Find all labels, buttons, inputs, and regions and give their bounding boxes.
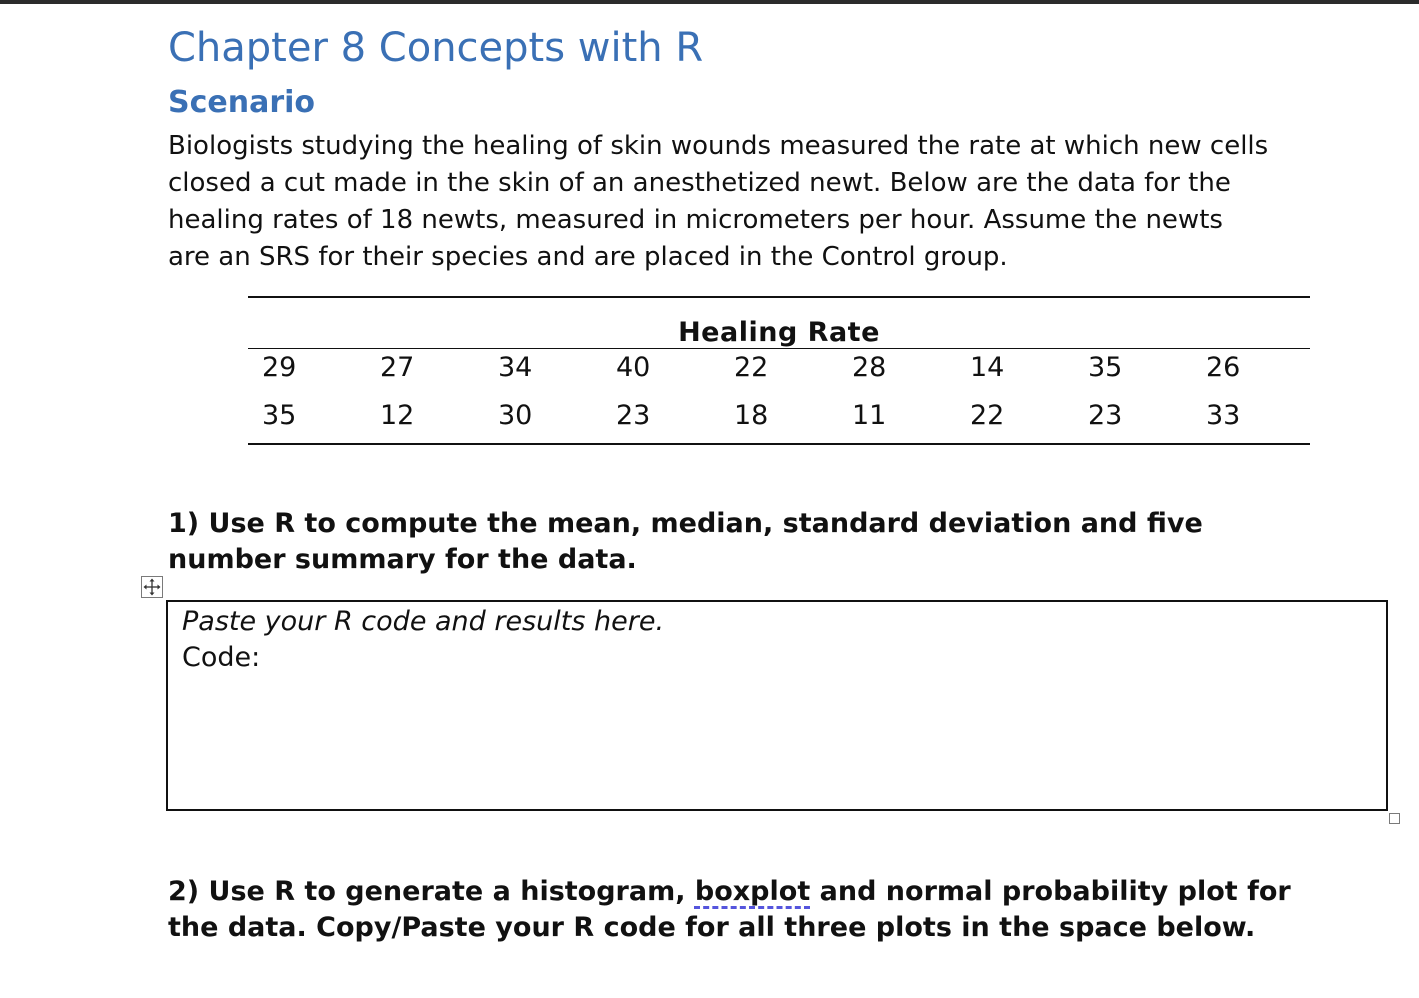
move-icon[interactable] bbox=[141, 576, 163, 598]
question-2-text: and normal probability plot for bbox=[810, 876, 1291, 907]
table-row bbox=[248, 348, 1310, 388]
table-cell: 22 bbox=[734, 352, 769, 383]
scenario-line: Biologists studying the healing of skin wounds measured the rate at which new cells bbox=[168, 131, 1269, 161]
spellcheck-word[interactable]: boxplot bbox=[694, 876, 811, 907]
table-cell: 23 bbox=[616, 400, 651, 431]
question-2 bbox=[168, 874, 1388, 946]
scenario-line: healing rates of 18 newts, measured in micrometers per hour. Assume the newts bbox=[168, 205, 1223, 235]
table-cell: 22 bbox=[970, 400, 1005, 431]
section-heading-scenario: Scenario bbox=[168, 85, 316, 120]
scenario-line: are an SRS for their species and are placed in the Control group. bbox=[168, 242, 1008, 272]
table-cell: 35 bbox=[262, 400, 297, 431]
table-cell: 23 bbox=[1088, 400, 1123, 431]
question-2-line: the data. Copy/Paste your R code for all three plots in the space below. bbox=[168, 912, 1256, 943]
table-cell: 29 bbox=[262, 352, 297, 383]
resize-handle-icon[interactable] bbox=[1389, 813, 1400, 824]
question-2-line bbox=[168, 874, 1388, 910]
table-cell: 11 bbox=[852, 400, 887, 431]
code-label[interactable]: Code: bbox=[182, 642, 261, 673]
table-top-rule bbox=[248, 296, 1310, 298]
question-1-line: 1) Use R to compute the mean, median, standard deviation and five bbox=[168, 508, 1203, 539]
table-cell: 40 bbox=[616, 352, 651, 383]
question-1-line: number summary for the data. bbox=[168, 544, 637, 575]
table-cell: 26 bbox=[1206, 352, 1241, 383]
table-cell: 27 bbox=[380, 352, 415, 383]
table-row bbox=[248, 396, 1310, 436]
page-title: Chapter 8 Concepts with R bbox=[168, 25, 704, 71]
table-cell: 14 bbox=[970, 352, 1005, 383]
table-cell: 18 bbox=[734, 400, 769, 431]
healing-rate-table bbox=[248, 296, 1310, 446]
scenario-paragraph bbox=[168, 128, 1408, 276]
table-cell: 34 bbox=[498, 352, 533, 383]
table-cell: 30 bbox=[498, 400, 533, 431]
window-top-border bbox=[0, 0, 1419, 4]
table-heading: Healing Rate bbox=[678, 317, 880, 348]
scenario-line: closed a cut made in the skin of an anesthetized newt. Below are the data for the bbox=[168, 168, 1231, 198]
question-1 bbox=[168, 506, 1388, 578]
question-2-text: 2) Use R to generate a histogram, bbox=[168, 876, 695, 907]
answer-prompt[interactable]: Paste your R code and results here. bbox=[182, 606, 665, 637]
table-cell: 28 bbox=[852, 352, 887, 383]
table-cell: 33 bbox=[1206, 400, 1241, 431]
answer-box[interactable] bbox=[166, 600, 1388, 811]
table-cell: 12 bbox=[380, 400, 415, 431]
table-bottom-rule bbox=[248, 443, 1310, 445]
table-cell: 35 bbox=[1088, 352, 1123, 383]
